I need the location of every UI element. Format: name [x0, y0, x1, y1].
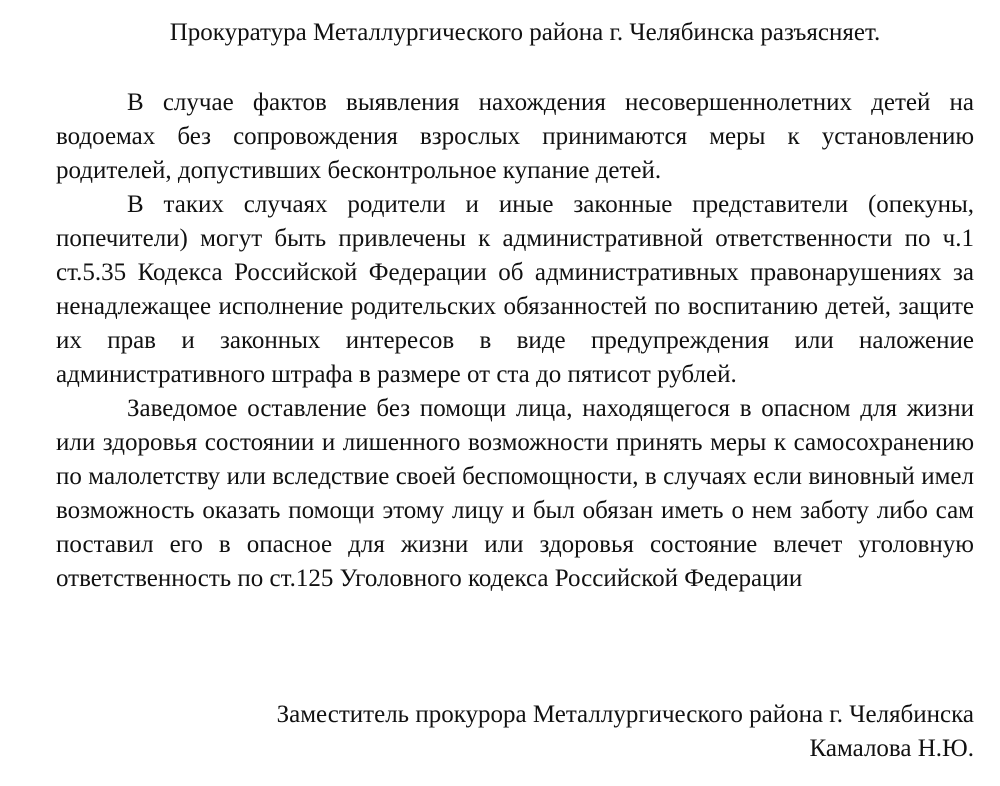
document-title: Прокуратура Металлургического района г. Челябинска разъясняет.: [169, 19, 881, 46]
paragraph-2: В таких случаях родители и иные законные представители (опекуны, попечители) могут быть привлечены к административной ответственности по ч.1 ст.5.35 Кодекса Российской Федерации об административных правонарушениях за ненадлежащее исполнение родительских обязанностей по воспитанию детей, защите их прав и законных интересов в виде предупреждения или наложение административного штрафа в размере от ста до пятисот рублей.: [56, 191, 974, 388]
document-body: [56, 86, 974, 596]
signature-position: Заместитель прокурора Металлургического района г. Челябинска: [276, 701, 974, 728]
paragraph-3: Заведомое оставление без помощи лица, находящегося в опасном для жизни или здоровья состоянии и лишенного возможности принять меры к самосохранению по малолетству или вследствие своей беспомощности, в случаях если виновный имел возможность оказать помощи этому лицу и был обязан иметь о нем заботу либо сам поставил его в опасное для жизни или здоровья состояние влечет уголовную ответственность по ст.125 Уголовного кодекса Российской Федерации: [56, 395, 974, 592]
signature-name: Камалова Н.Ю.: [809, 735, 974, 762]
signature-block: [56, 698, 974, 766]
paragraph-1: В случае фактов выявления нахождения несовершеннолетних детей на водоемах без сопровождения взрослых принимаются меры к установлению родителей, допустивших бесконтрольное купание детей.: [56, 89, 974, 184]
